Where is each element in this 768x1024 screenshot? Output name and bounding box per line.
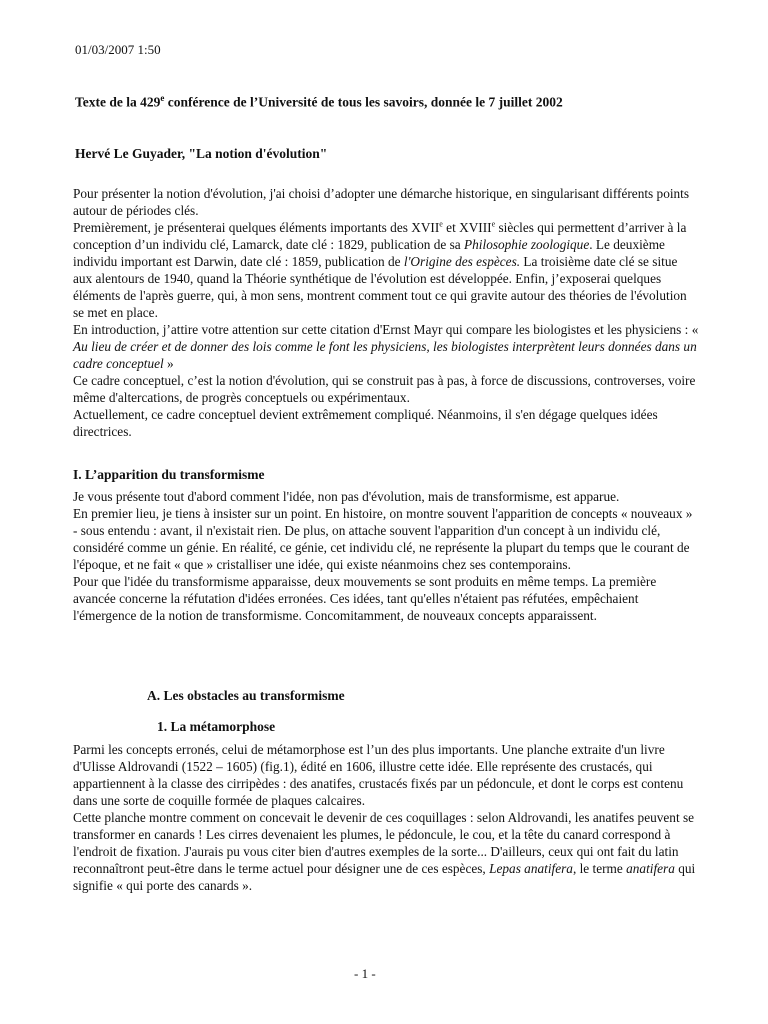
document-title [75, 93, 563, 111]
author-heading: Hervé Le Guyader, "La notion d'évolution" [75, 146, 328, 161]
intro-paragraph-2 [73, 219, 699, 321]
page-number: - 1 - [354, 966, 376, 981]
title-text-start: Texte de la 429 [75, 94, 161, 110]
intro-paragraph-3 [73, 321, 699, 372]
intro-paragraph-5: Actuellement, ce cadre conceptuel devient extrêmement compliqué. Néanmoins, il s'en dégage quelques idées directrices. [73, 407, 658, 439]
text-span: » [163, 356, 174, 371]
print-timestamp: 01/03/2007 1:50 [75, 42, 161, 57]
text-span: Cette planche montre comment on concevait le devenir de ces coquillages : selon Aldrovandi, les anatifes peuvent se transformer en canards ! Les cirres devenaient les plumes, le pédoncule, le cou, et la tête du canard correspond à l'endroit de fixation. J'aurais pu vous citer bien d'autres exemples de la sorte... D'ailleurs, ceux qui ont fait du latin reconnaîtront peut-être dans le terme actuel pour désigner une de ces espèces, [73, 810, 695, 876]
title-text-end: conférence de l’Université de tous les savoirs, donnée le 7 juillet 2002 [164, 94, 563, 110]
section-heading-1: I. L’apparition du transformisme [73, 467, 265, 482]
section1-paragraph-3: Pour que l'idée du transformisme apparaisse, deux mouvements se sont produits en même temps. La première avancée concerne la réfutation d'idées erronées. Ces idées, tant qu'elles n'étaient pas réfutées, empêchaient l'émergence de la notion de transformisme. Concomitamment, de nouveaux concepts apparaissent. [73, 574, 657, 623]
italic-book-title: l'Origine des espèces. [403, 254, 521, 269]
text-span: . Le deuxième individu important est Darwin, date clé : 1859, publication de [73, 237, 665, 269]
text-span: et XVIII [442, 220, 492, 235]
italic-book-title: Philosophie zoologique [464, 237, 590, 252]
text-span: qui signifie « qui porte des canards ». [73, 861, 696, 893]
text-span: En introduction, j’attire votre attention sur cette citation d'Ernst Mayr qui compare les biologistes et les physiciens : « [73, 322, 699, 337]
subsection-heading-1: 1. La métamorphose [157, 719, 276, 734]
section1-paragraph-2: En premier lieu, je tiens à insister sur un point. En histoire, on montre souvent l'apparition de concepts « nouveaux » - sous entendu : avant, il n'existait rien. De plus, on attache souvent l'apparition d'un concept à un individu clé, considéré comme un génie. En réalité, ce génie, cet individu clé, ne représente la plupart du temps que le courant de l'époque, et ne fait « que » cristalliser une idée, qui existe néanmoins chez ses contemporains. [73, 506, 693, 572]
section-1-block [73, 488, 699, 624]
subsection-heading-a: A. Les obstacles au transformisme [147, 688, 345, 703]
sectionA-paragraph-2 [73, 809, 699, 894]
italic-term: anatifera [626, 861, 675, 876]
text-span: La troisième date clé se situe aux alentours de 1940, quand la Théorie synthétique de l'évolution est développée. Enfin, j’exposerai quelques éléments de l'après guerre, qui, à mon sens, montrent comment tout ce qui gravite autour des théories de l'évolution se met en place. [73, 254, 687, 320]
sectionA-paragraph-1: Parmi les concepts erronés, celui de métamorphose est l’un des plus importants. Une planche extraite d'un livre d'Ulisse Aldrovandi (1522 – 1605) (fig.1), édité en 1606, illustre cette idée. Elle représente des crustacés, qui appartiennent à la classe des cirripèdes : des anatifes, crustacés fixés par un pédoncule, et dont le corps est contenu dans une sorte de coquille formée de plaques calcaires. [73, 742, 684, 808]
italic-species-name: Lepas anatifera [489, 861, 573, 876]
italic-quote: Au lieu de créer et de donner des lois comme le font les physiciens, les biologistes interprètent leurs données dans un cadre conceptuel [73, 339, 697, 371]
introduction-block [73, 185, 699, 440]
superscript: e [491, 219, 496, 229]
intro-paragraph-1: Pour présenter la notion d'évolution, j'ai choisi d’adopter une démarche historique, en singularisant différents points autour de périodes clés. [73, 186, 690, 218]
text-span: siècles qui permettent d’arriver à la conception d’un individu clé, Lamarck, date clé : 1829, publication de sa [73, 220, 687, 252]
section-a-block [73, 741, 699, 894]
text-span: Premièrement, je présenterai quelques éléments importants des XVII [73, 220, 440, 235]
text-span: , le terme [572, 861, 627, 876]
section1-paragraph-1: Je vous présente tout d'abord comment l'idée, non pas d'évolution, mais de transformisme, est apparue. [73, 489, 620, 504]
superscript: e [439, 219, 443, 229]
title-superscript: e [160, 93, 165, 103]
intro-paragraph-4: Ce cadre conceptuel, c’est la notion d'évolution, qui se construit pas à pas, à force de discussions, controverses, voire même d'altercations, de progrès conceptuels ou expérimentaux. [73, 373, 696, 405]
